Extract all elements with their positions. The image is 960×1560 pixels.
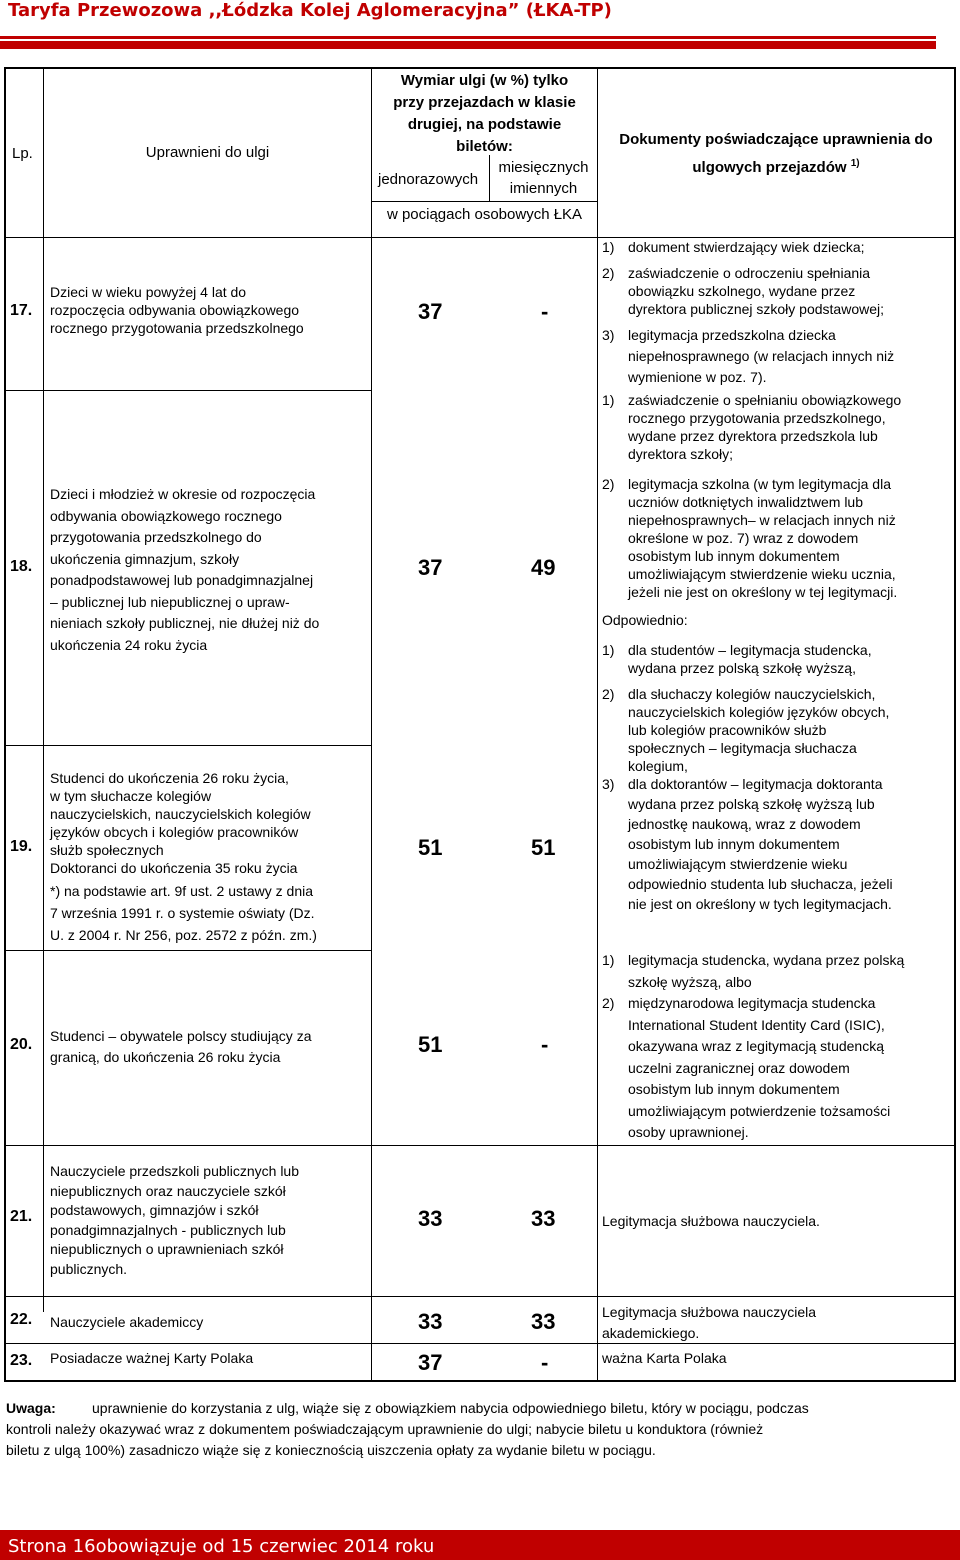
docs-row-18: 1) zaświadczenie o spełnianiu obowiązkowego rocznego przygotowania przedszkolnego, wydane przez dyrektora przedszkola lub dyrektora szkoły; 2) legitymacja szkolna (w tym legitymacja dla uczniów dotkniętych inwalidztwem lub niepełnosprawnych– w relacjach innych niż określone w poz. 7) wraz z dowodem osobistym lub innym dokumentem umożliwiającym stwierdzenie wieku ucznia, jeżeli nie jest on określony w tej legitymacji. xyxy=(602,392,902,600)
col-header-lp: Lp. xyxy=(12,145,33,162)
document-title: Taryfa Przewozowa ,,Łódzka Kolej Aglomeracyjna” (ŁKA-TP) xyxy=(8,0,612,21)
docs-row-17: 1) dokument stwierdzający wiek dziecka; 2) zaświadczenie o odroczeniu spełniania obowiązku szkolnego, wydane przez dyrektora publicznej szkoły podstawowej; 3) legitymacja przedszkolna dziecka niepełnosprawnego (w relacjach innych niż wymienione w poz. 7). xyxy=(602,239,895,385)
col-header-single: jednorazowych xyxy=(378,171,479,188)
eligible-text: Nauczyciele przedszkoli publicznych lub niepublicznych oraz nauczyciele szkół podstawowych, gimnazjów i szkół ponadgimnazjalnych - publicznych lub niepublicznych o uprawnieniach szkół publicznych. xyxy=(50,1163,300,1277)
row-number: 18. xyxy=(10,558,33,575)
discount-monthly: - xyxy=(541,1350,549,1375)
eligible-text: Nauczyciele akademiccy xyxy=(50,1314,204,1330)
row-divider xyxy=(4,390,371,391)
discount-single: 37 xyxy=(418,1350,443,1375)
footnote-label: Uwaga: xyxy=(6,1400,56,1416)
footnote: Uwaga: uprawnienie do korzystania z ulg, wiąże się z obowiązkiem nabycia odpowiedniego biletu, który w pociągu, podczas kontroli należy okazywać wraz z dokumentem poświadczającym uprawnienie do ulgi; nabycie biletu u konduktora (również biletu z ulgą 100%) zasadniczo wiąże się z koniecznością uiszczenia opłaty za wydanie biletu w pociągu. xyxy=(6,1400,809,1458)
discount-monthly: 33 xyxy=(531,1309,556,1334)
discount-single: 37 xyxy=(418,555,443,580)
header-rule xyxy=(0,36,936,39)
row-number: 20. xyxy=(10,1036,33,1053)
docs-row-22: Legitymacja służbowa nauczyciela akademickiego. xyxy=(602,1304,816,1341)
col-divider xyxy=(371,67,372,1382)
discount-single: 33 xyxy=(418,1309,443,1334)
eligible-text: Dzieci w wieku powyżej 4 lat do rozpoczęcia odbywania obowiązkowego rocznego przygotowania przedszkolnego xyxy=(50,284,304,336)
eligible-text: Posiadacze ważnej Karty Polaka xyxy=(50,1350,254,1366)
discount-monthly: - xyxy=(541,299,549,324)
header-rule-thick xyxy=(0,41,936,49)
row-number: 21. xyxy=(10,1208,33,1225)
row-divider xyxy=(371,201,597,202)
docs-row-23: ważna Karta Polaka xyxy=(602,1350,727,1366)
docs-row-19: Odpowiednio: 1) dla studentów – legitymacja studencka, wydana przez polską szkołę wyższą, 2) dla słuchaczy kolegiów nauczycielskich, nauczycielskich kolegiów języków obcych, lub kolegiów pracowników służb społecznych – legitymacja słuchacza kolegium, 3) dla doktorantów – legitymacja doktoranta wydana przez polską szkołę wyższą lub jednostkę naukową, wraz z dowodem osobistym lub innym dokumentem umożliwiającym stwierdzenie wieku odpowiednio studenta lub słuchacza, jeżeli nie jest on określony w tych legitymacjach. xyxy=(602,612,893,912)
col-header-docs: Dokumenty poświadczające uprawnienia do ulgowych przejazdów $^{1)}$ xyxy=(619,131,933,176)
discount-single: 37 xyxy=(418,299,443,324)
row-divider xyxy=(4,1296,956,1297)
eligible-text: Studenci – obywatele polscy studiujący za granicą, do ukończenia 26 roku życia xyxy=(50,1028,312,1065)
row-number: 17. xyxy=(10,302,33,319)
discount-monthly: 51 xyxy=(531,835,556,860)
row-number: 22. xyxy=(10,1311,33,1328)
col-header-trains: w pociągach osobowych ŁKA xyxy=(386,206,583,223)
eligible-text: Dzieci i młodzież w okresie od rozpoczęcia odbywania obowiązkowego rocznego przygotowania przedszkolnego do ukończenia gimnazjum, szkoły ponadpodstawowej lub ponadgimnazjalnej – publicznej lub niepublicznej o upraw- nieniach szkoły publicznej, nie dłużej niż do ukończenia 24 roku życia xyxy=(50,486,320,653)
discount-monthly: - xyxy=(541,1032,549,1057)
col-divider xyxy=(43,67,44,1312)
row-divider xyxy=(4,950,371,951)
footer-text: Strona 16obowiązuje od 15 czerwiec 2014 roku xyxy=(8,1536,435,1557)
row-number: 19. xyxy=(10,838,33,855)
eligible-text: Studenci do ukończenia 26 roku życia, w tym słuchacze kolegiów nauczycielskich, nauczycielskich kolegiów języków obcych i kolegiów pracowników służb społecznych Doktoranci do ukończenia 35 roku życia *) na podstawie art. 9f ust. 2 ustawy z dnia 7 września 1991 r. o systemie oświaty (Dz. U. z 2004 r. Nr 256, poz. 2572 z późn. zm.) xyxy=(50,770,317,943)
discount-single: 51 xyxy=(418,835,443,860)
col-header-who: Uprawnieni do ulgi xyxy=(145,144,270,161)
discount-monthly: 49 xyxy=(531,555,556,580)
row-divider xyxy=(4,1145,956,1146)
row-divider xyxy=(4,745,371,746)
col-header-discount: Wymiar ulgi (w %) tylko przy przejazdach w klasie drugiej, na podstawie biletów: xyxy=(393,72,576,155)
discount-single: 51 xyxy=(418,1032,443,1057)
docs-row-20: 1) legitymacja studencka, wydana przez polską szkołę wyższą, albo 2) międzynarodowa legitymacja studencka International Student Identity Card (ISIC), okazywana wraz z legitymacją studencką uczelni zagranicznej oraz dowodem osobistym lub innym dokumentem umożliwiającym potwierdzenie tożsamości osoby uprawnionej. xyxy=(602,952,905,1140)
col-divider xyxy=(597,67,598,1382)
discount-monthly: 33 xyxy=(531,1206,556,1231)
col-header-monthly: miesięcznych imiennych xyxy=(498,159,589,197)
row-number: 23. xyxy=(10,1352,33,1369)
discount-single: 33 xyxy=(418,1206,443,1231)
docs-row-21: Legitymacja służbowa nauczyciela. xyxy=(602,1213,820,1229)
